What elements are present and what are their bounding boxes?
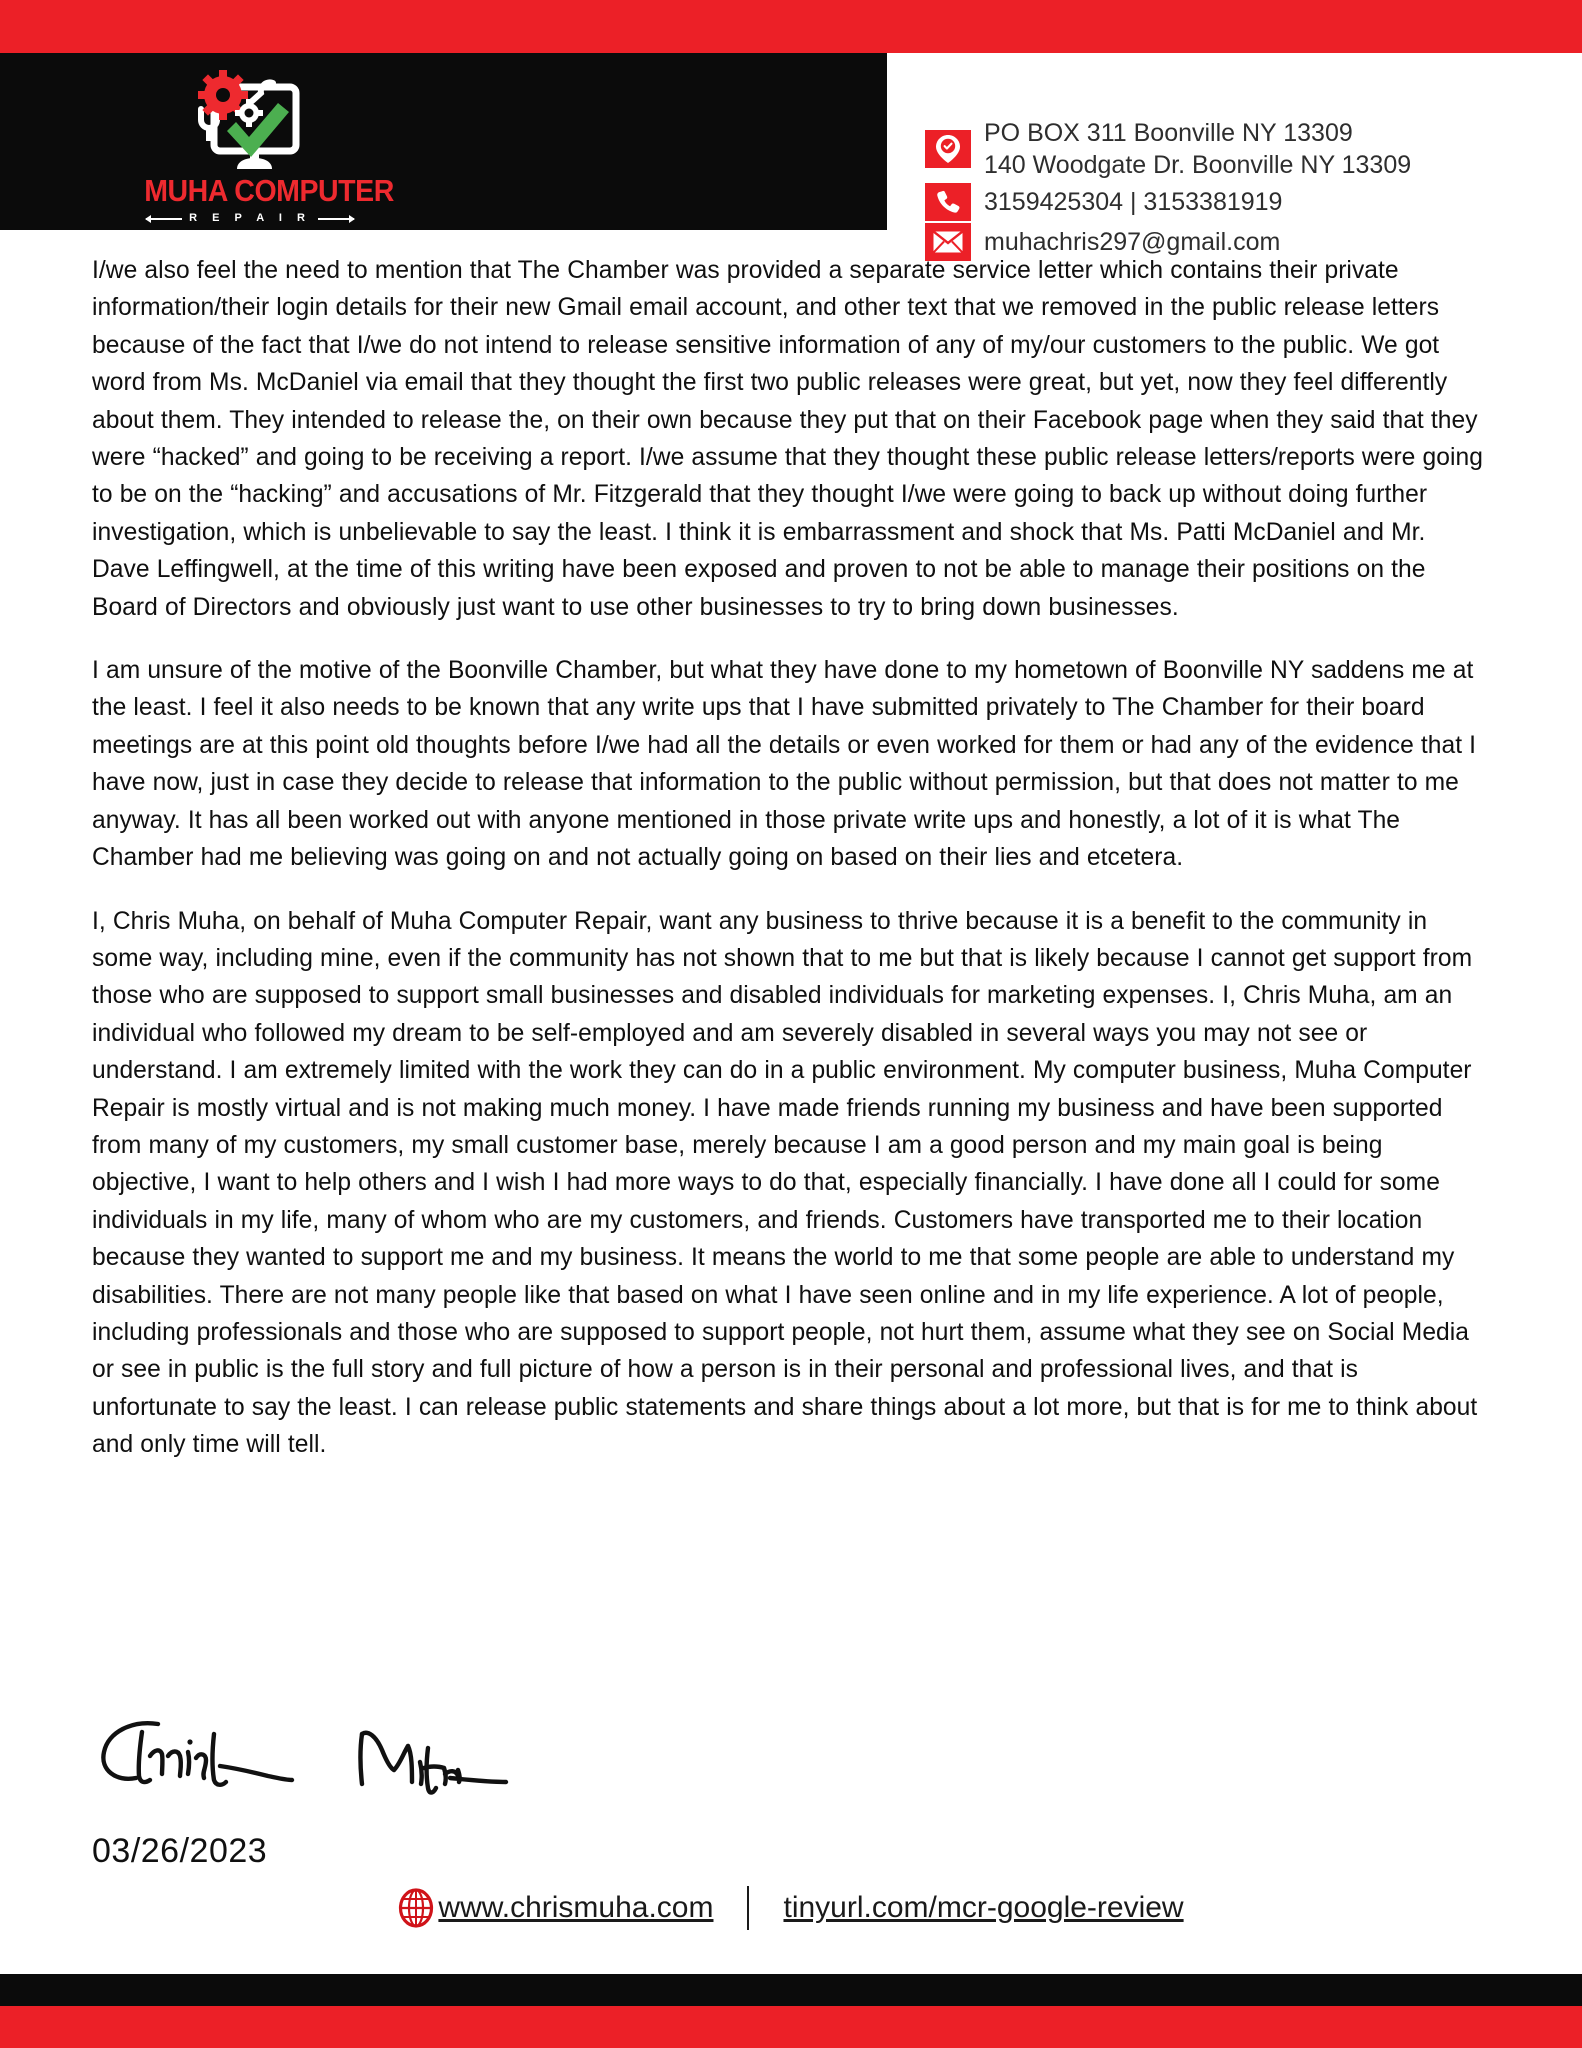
contact-address-text <box>984 117 1411 181</box>
signature-date: 03/26/2023 <box>92 1832 268 1870</box>
footer-links <box>398 1886 1183 1930</box>
footer-review-link[interactable]: tinyurl.com/mcr-google-review <box>783 1891 1184 1924</box>
header-black-panel <box>0 53 887 230</box>
contact-email-text: muhachris297@gmail.com <box>984 228 1281 256</box>
company-logo <box>135 65 394 225</box>
logo-rule-left-icon <box>146 218 182 220</box>
letterhead-header <box>0 53 1582 256</box>
footer-website-link[interactable]: www.chrismuha.com <box>438 1891 714 1924</box>
top-red-bar <box>0 0 1582 53</box>
footer-divider <box>747 1886 749 1930</box>
letter-body <box>92 252 1490 1490</box>
globe-icon <box>398 1888 434 1928</box>
address-line-1: PO BOX 311 Boonville NY 13309 <box>984 119 1353 147</box>
paragraph-1: I/we also feel the need to mention that The Chamber was provided a separate service letter which contains their private information/their login details for their new Gmail email account, and other text that we removed in the public release letters because of the fact that I/we do not intend to release sensitive information of any of my/our customers to the public. We got word from Ms. McDaniel via email that they thought the first two public releases were great, but yet, now they feel differently about them. They intended to release the, on their own because they put that on their Facebook page when they said that they were “hacked” and going to be receiving a report. I/we assume that they thought these public release letters/reports were going to be on the “hacking” and accusations of Mr. Fitzgerald that they thought I/we were going to back up without doing further investigation, which is unbelievable to say the least. I think it is embarrassment and shock that Ms. Patti McDaniel and Mr. Dave Leffingwell, at the time of this writing have been exposed and proven to not be able to manage their positions on the Board of Directors and obviously just want to use other businesses to try to bring down businesses. <box>92 257 1483 621</box>
logo-subline-text: R E P A I R <box>189 212 311 224</box>
letter-footer <box>0 1868 1582 1948</box>
paragraph-2: I am unsure of the motive of the Boonville Chamber, but what they have done to my hometown of Boonville NY saddens me at the least. I feel it also needs to be known that any write ups that I have submitted privately to The Chamber for their board meetings are at this point old thoughts before I/we had all the details or even worked for them or had any of the evidence that I have now, just in case they decide to release that information to the public without permission, but that does not matter to me anyway. It has all been worked out with anyone mentioned in those private write ups and honestly, a lot of it is what The Chamber had me believing was going on and not actually going on based on their lies and etcetera. <box>92 657 1477 872</box>
logo-subline <box>135 213 365 224</box>
bottom-red-bar <box>0 2006 1582 2048</box>
contact-row-address <box>925 117 1545 181</box>
contact-block <box>925 117 1545 263</box>
logo-wordmark: MUHA COMPUTER <box>144 173 394 208</box>
contact-phone-text: 3159425304 | 3153381919 <box>984 188 1283 216</box>
bottom-black-bar <box>0 1974 1582 2006</box>
handwritten-signature <box>92 1712 552 1812</box>
logo-monitor-gear-check-icon <box>135 65 365 173</box>
contact-row-phone <box>925 183 1545 221</box>
logo-rule-right-icon <box>318 218 354 220</box>
paragraph-3: I, Chris Muha, on behalf of Muha Computer Repair, want any business to thrive because it is a benefit to the community in some way, including mine, even if the community has not shown that to me but that is likely because I cannot get support from those who are supposed to support small businesses and disabled individuals for marketing expenses. I, Chris Muha, am an individual who followed my dream to be self-employed and am severely disabled in several ways you may not see or understand. I am extremely limited with the work they can do in a public environment. My computer business, Muha Computer Repair is mostly virtual and is not making much money. I have made friends running my business and have been supported from many of my customers, my small customer base, merely because I am a good person and my main goal is being objective, I want to help others and I wish I had more ways to do that, especially financially. I have done all I could for some individuals in my life, many of whom who are my customers, and friends. Customers have transported me to their location because they wanted to support me and my business. It means the world to me that some people are able to understand my disabilities. There are not many people like that based on what I have seen online and in my life experience. A lot of people, including professionals and those who are supposed to support people, not hurt them, assume what they see on Social Media or see in public is the full story and full picture of how a person is in their personal and professional lives, and that is unfortunate to say the least. I can release public statements and share things about a lot more, but that is for me to think about and only time will tell. <box>92 907 1478 1459</box>
phone-icon <box>925 183 971 221</box>
address-line-2: 140 Woodgate Dr. Boonville NY 13309 <box>984 151 1412 179</box>
location-pin-icon <box>925 130 971 168</box>
